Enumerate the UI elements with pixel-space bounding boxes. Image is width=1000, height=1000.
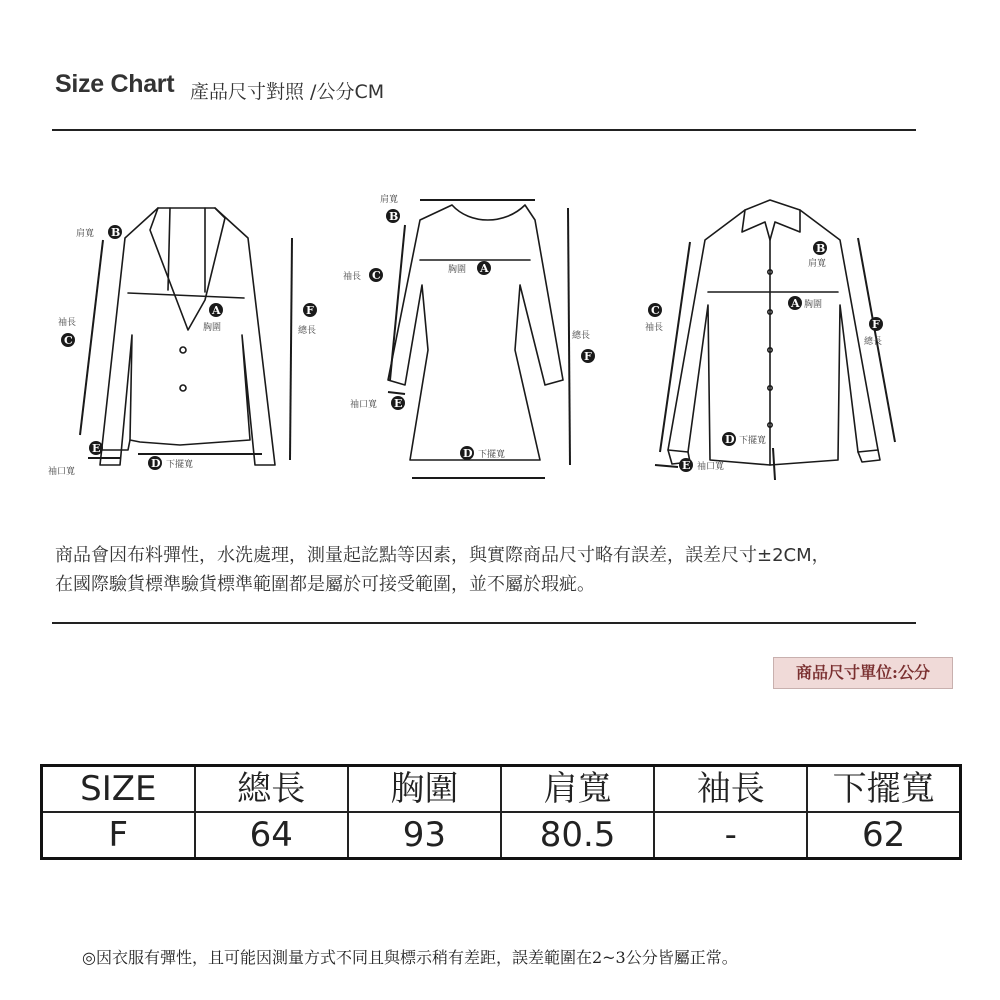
dress-cuff-label: 袖口寬 bbox=[350, 400, 378, 410]
marker-c: C bbox=[64, 334, 73, 347]
dress-hem-label: 下擺寬 bbox=[478, 450, 506, 460]
marker-d: D bbox=[151, 457, 161, 470]
shirt-sleeve-label: 袖長 bbox=[645, 323, 664, 333]
jacket-length-label: 總長 bbox=[298, 326, 317, 336]
size-table bbox=[40, 764, 962, 860]
marker-b: B bbox=[389, 210, 399, 223]
header-sleeve: 袖長 bbox=[654, 766, 807, 813]
marker-e: E bbox=[394, 397, 403, 410]
jacket-shoulder-label: 肩寬 bbox=[76, 229, 95, 239]
footer-note: ◎因衣服有彈性，且可能因測量方式不同且與標示稍有差距，誤差範圍在2~3公分皆屬正常。 bbox=[82, 948, 738, 967]
shirt-chest-label: 胸圍 bbox=[804, 300, 823, 310]
table-row bbox=[42, 812, 961, 859]
jacket-sleeve-label: 袖長 bbox=[58, 318, 77, 328]
jacket-chest-label: 胸圍 bbox=[203, 323, 222, 333]
divider-bottom bbox=[52, 622, 916, 624]
size-table-header-row bbox=[42, 766, 961, 813]
marker-c: C bbox=[651, 304, 660, 317]
jacket-hem-label: 下擺寬 bbox=[166, 460, 194, 470]
marker-a: A bbox=[212, 304, 221, 317]
notice-line-2: 在國際驗貨標準驗貨標準範圍都是屬於可接受範圍，並不屬於瑕疵。 bbox=[55, 574, 595, 595]
header-shoulder: 肩寬 bbox=[501, 766, 654, 813]
cell-chest: 93 bbox=[348, 812, 501, 859]
marker-a: A bbox=[480, 262, 489, 275]
dress-sleeve-label: 袖長 bbox=[343, 272, 362, 282]
marker-f: F bbox=[872, 318, 880, 331]
jacket-cuff-label: 袖口寬 bbox=[48, 467, 76, 477]
unit-badge: 商品尺寸單位:公分 bbox=[773, 657, 953, 689]
shirt-diagram bbox=[655, 200, 895, 480]
header-chest: 胸圍 bbox=[348, 766, 501, 813]
marker-a: A bbox=[791, 297, 800, 310]
shirt-shoulder-label: 肩寬 bbox=[808, 259, 827, 269]
marker-f: F bbox=[306, 304, 314, 317]
cell-size: F bbox=[42, 812, 195, 859]
marker-c: C bbox=[372, 269, 381, 282]
marker-b: B bbox=[816, 242, 826, 255]
page-subtitle: 產品尺寸對照 /公分CM bbox=[190, 81, 385, 103]
shirt-length-label: 總長 bbox=[864, 337, 883, 347]
marker-e: E bbox=[682, 459, 691, 472]
cell-hem: 62 bbox=[807, 812, 960, 859]
header-length: 總長 bbox=[195, 766, 348, 813]
dress-shoulder-label: 肩寬 bbox=[380, 195, 399, 205]
dress-diagram bbox=[388, 200, 570, 478]
marker-e: E bbox=[92, 442, 101, 455]
garment-diagrams bbox=[0, 180, 1000, 490]
marker-f: F bbox=[584, 350, 592, 363]
cell-length: 64 bbox=[195, 812, 348, 859]
cell-shoulder: 80.5 bbox=[501, 812, 654, 859]
dress-chest-label: 胸圍 bbox=[448, 265, 467, 275]
page-title: Size Chart bbox=[55, 70, 175, 98]
header-size: SIZE bbox=[42, 766, 195, 813]
divider-top bbox=[52, 129, 916, 131]
jacket-diagram bbox=[80, 208, 292, 465]
marker-b: B bbox=[111, 226, 121, 239]
header-hem: 下擺寬 bbox=[807, 766, 960, 813]
dress-length-label: 總長 bbox=[572, 331, 591, 341]
shirt-hem-label: 下擺寬 bbox=[739, 436, 767, 446]
notice-line-1: 商品會因布料彈性，水洗處理，測量起訖點等因素，與實際商品尺寸略有誤差，誤差尺寸±2CM， bbox=[55, 545, 830, 566]
shirt-cuff-label: 袖口寬 bbox=[697, 462, 725, 472]
marker-d: D bbox=[463, 447, 473, 460]
cell-sleeve: - bbox=[654, 812, 807, 859]
marker-d: D bbox=[725, 433, 735, 446]
